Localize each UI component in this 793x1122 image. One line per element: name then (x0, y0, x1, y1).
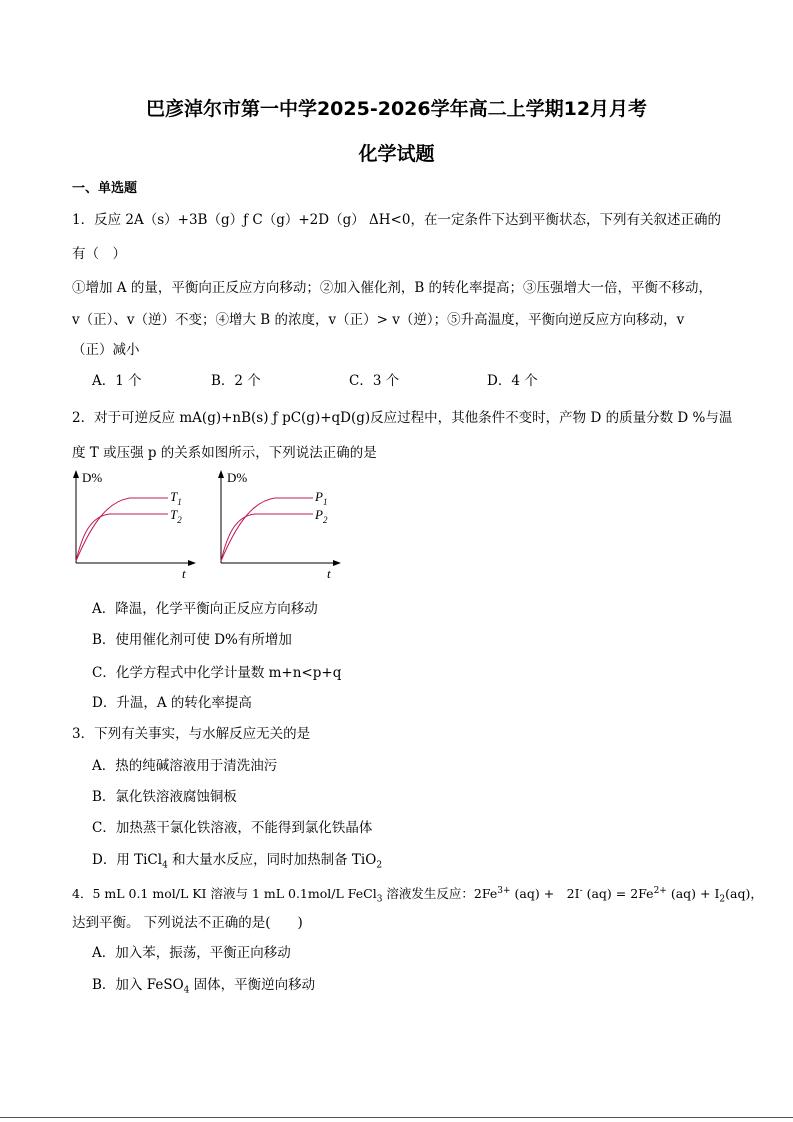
q2-option-a: A．降温，化学平衡向正反应方向移动 (92, 601, 318, 617)
graph2-curve2-label: $P_2$ (315, 507, 328, 525)
curve-t2 (76, 514, 168, 561)
q1-option-b: B．2 个 (211, 373, 261, 389)
graph2-xlabel: t (327, 566, 331, 581)
q1-line-3: ①增加 A 的量，平衡向正反应方向移动；②加入催化剂，B 的转化率提高；③压强增大一倍，平衡不移动， (72, 280, 713, 296)
q2-graph-temperature (70, 468, 200, 587)
q3-option-a: A．热的纯碱溶液用于清洗油污 (92, 758, 278, 774)
q1-option-a: A．1 个 (92, 373, 142, 389)
section-heading: 一、单选题 (72, 181, 138, 196)
document-subtitle: 化学试题 (358, 143, 435, 165)
curve-p2 (221, 514, 313, 561)
graph1-curve2-label: $T_2$ (170, 507, 182, 525)
q1-line-5: （正）减小 (72, 342, 140, 358)
graph1-curve1-label: $T_1$ (170, 489, 182, 507)
q1-option-c: C．3 个 (349, 373, 400, 389)
q3-option-d: D．用 TiCl$_4$ 和大量水反应，同时加热制备 TiO$_2$ (92, 852, 383, 871)
graph2-curve1-label: $P_1$ (315, 489, 328, 507)
graph1-ylabel: D% (82, 470, 103, 485)
q2-option-c: C．化学方程式中化学计量数 m+n<p+q (92, 665, 342, 681)
graph2-ylabel: D% (227, 470, 248, 485)
y-axis-arrow (73, 470, 79, 478)
q2-option-d: D．升温，A 的转化率提高 (92, 695, 252, 711)
y-axis-arrow (218, 470, 224, 478)
q4-line-1: 4．5 mL 0.1 mol/L KI 溶液与 1 mL 0.1mol/L FeCl$_3$ 溶液发生反应：$2Fe^{3+}$ (aq) + 2I- $(aq) = 2Fe^{2+}$ $(aq) + I_2(aq)$， (72, 886, 763, 905)
q2-line-1: 2．对于可逆反应 mA(g)+nB(s) ƒ pC(g)+qD(g)反应过程中，其他条件不变时，产物 D 的质量分数 D %与温 (72, 410, 733, 426)
graph1-xlabel: t (182, 566, 186, 581)
curve-t1 (76, 498, 168, 561)
q4-option-b: B．加入 FeSO$_4$ 固体，平衡逆向移动 (92, 977, 316, 996)
q1-line-2: 有（ ） (72, 246, 126, 262)
q4-option-a: A．加入苯，振荡，平衡正向移动 (92, 945, 291, 961)
q2-graph-pressure (215, 468, 345, 587)
q3-stem: 3．下列有关事实，与水解反应无关的是 (72, 726, 311, 742)
page-bottom-divider (0, 1117, 793, 1118)
q1-line-1: 1．反应 2A（s）+3B（g）ƒ C（g）+2D（g） ΔH<0，在一定条件下达到平衡状态，下列有关叙述正确的 (72, 212, 721, 228)
q3-option-b: B．氯化铁溶液腐蚀铜板 (92, 789, 237, 805)
q2-line-2: 度 T 或压强 p 的关系如图所示，下列说法正确的是 (72, 445, 377, 461)
q3-option-c: C．加热蒸干氯化铁溶液，不能得到氯化铁晶体 (92, 820, 373, 836)
q1-line-4: v（正）、v（逆）不变；④增大 B 的浓度，v（正）> v（逆）；⑤升高温度，平衡向逆反应方向移动，v (72, 312, 685, 328)
x-axis-arrow (188, 560, 196, 566)
curve-p1 (221, 498, 313, 561)
document-title: 巴彦淖尔市第一中学2025-2026学年高二上学期12月月考 (145, 98, 648, 120)
q2-option-b: B．使用催化剂可使 D%有所增加 (92, 632, 292, 648)
q4-line-2: 达到平衡。 下列说法不正确的是( ) (72, 915, 303, 931)
q1-option-d: D．4 个 (487, 373, 538, 389)
x-axis-arrow (333, 560, 341, 566)
